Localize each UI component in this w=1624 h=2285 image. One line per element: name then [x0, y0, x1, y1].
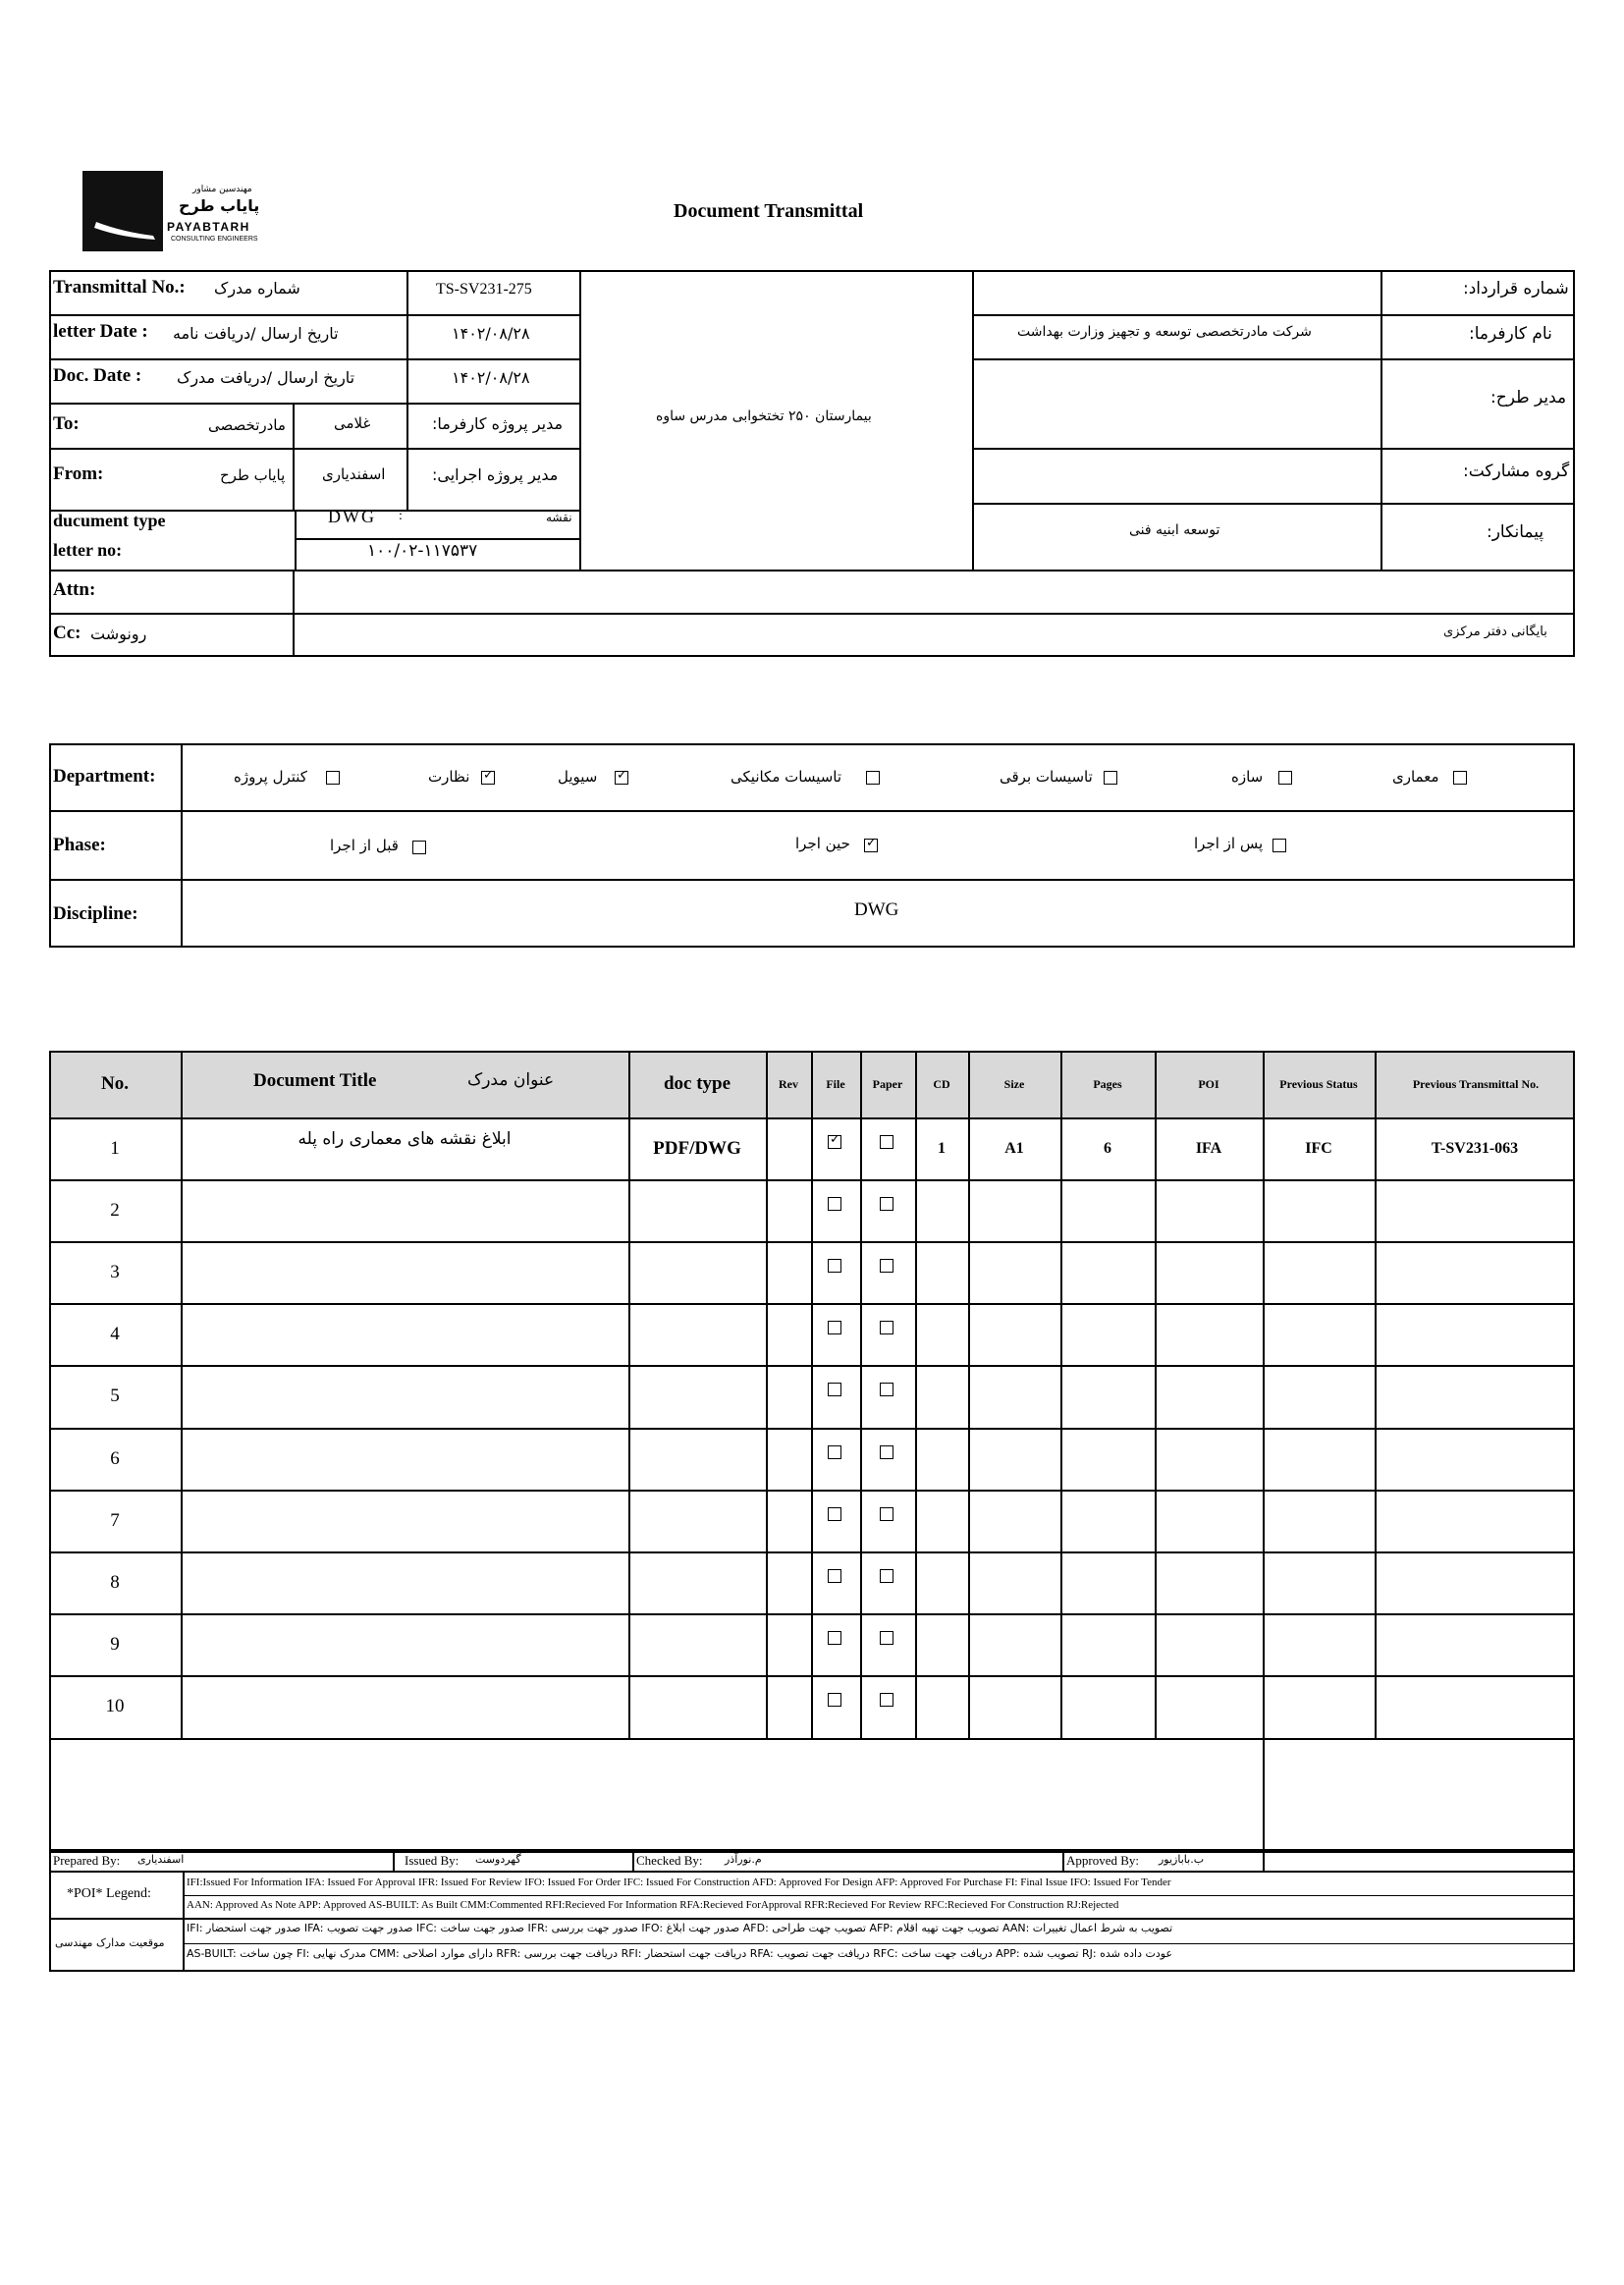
legend-fa-line-1: IFI: صدور جهت استحضار IFA: صدور جهت تصویب IFC: صدور جهت ساخت IFR: صدور جهت بررسی IFO: صدور جهت ابلاغ AFD: تصویب جهت طراحی AFP: تصویب جهت تهیه اقلام AAN: تصویب به شرط اعمال تغییرات [187, 1922, 1173, 1934]
cell-rev [766, 1675, 811, 1737]
cc-value: بایگانی دفتر مرکزی [1443, 625, 1547, 639]
cell-poi [1155, 1303, 1263, 1365]
cell-doc-type: PDF/DWG [653, 1137, 741, 1159]
from-value: پایاب طرح [220, 466, 286, 484]
cell-poi [1155, 1179, 1263, 1241]
cell-prev-trans [1375, 1613, 1575, 1675]
legend-fa-label: موقعیت مدارک مهندسی [55, 1936, 165, 1949]
discipline-value: DWG [854, 899, 899, 920]
phase-checkbox-before[interactable] [412, 841, 426, 854]
file-checkbox[interactable] [828, 1259, 841, 1273]
cell-size [968, 1241, 1060, 1303]
paper-checkbox[interactable] [880, 1197, 893, 1211]
prepared-by-label: Prepared By: [53, 1853, 121, 1868]
col-header-prev-status: Previous Status [1279, 1076, 1358, 1091]
cell-prev-status [1263, 1490, 1375, 1551]
design-manager-label: مدیر طرح: [1490, 388, 1567, 408]
cell-rev [766, 1490, 811, 1551]
cell-prev-status [1263, 1241, 1375, 1303]
to-label: To: [53, 413, 80, 434]
dept-checkbox-mechanical[interactable] [866, 771, 880, 785]
file-checkbox[interactable] [828, 1507, 841, 1521]
cell-size: A1 [1004, 1139, 1024, 1157]
col-header-no: No. [101, 1073, 129, 1094]
cc-label: Cc: [53, 623, 81, 643]
logo-mark-icon [82, 171, 163, 251]
letter-date-value: ۱۴۰۲/۰۸/۲۸ [452, 324, 530, 343]
cell-prev-trans [1375, 1241, 1575, 1303]
cell-title: ابلاغ نقشه های معماری راه پله [298, 1129, 512, 1149]
col-header-size: Size [1003, 1076, 1025, 1091]
cell-poi [1155, 1551, 1263, 1613]
phase-checkbox-during[interactable] [864, 839, 878, 852]
dept-checkbox-structure[interactable] [1278, 771, 1292, 785]
cell-no: 1 [110, 1137, 120, 1159]
cell-prev-status: IFC [1305, 1139, 1332, 1157]
paper-checkbox[interactable] [880, 1693, 893, 1707]
cell-size [968, 1551, 1060, 1613]
dept-option-label: سازه [1231, 768, 1264, 786]
file-checkbox[interactable] [828, 1569, 841, 1583]
cell-title [181, 1303, 628, 1365]
col-header-file: File [826, 1076, 845, 1091]
cell-pages: 6 [1104, 1139, 1111, 1157]
cell-cd [915, 1241, 968, 1303]
col-header-doc-type: doc type [663, 1073, 731, 1094]
cell-prev-status [1263, 1428, 1375, 1490]
cell-rev [766, 1428, 811, 1490]
cell-pages [1060, 1365, 1155, 1427]
cell-pages [1060, 1303, 1155, 1365]
cell-title [181, 1365, 628, 1427]
attn-label: Attn: [53, 579, 96, 600]
dept-checkbox-supervision[interactable] [481, 771, 495, 785]
cell-doc-type [628, 1179, 766, 1241]
cell-cd [915, 1428, 968, 1490]
letter-no-label: letter no: [53, 540, 123, 560]
paper-checkbox[interactable] [880, 1383, 893, 1396]
dept-option-label: تاسیسات برقی [1000, 768, 1093, 786]
phase-option-label: قبل از اجرا [330, 837, 399, 854]
cell-no: 9 [110, 1633, 120, 1655]
cell-prev-trans: T-SV231-063 [1431, 1139, 1519, 1157]
cell-rev [766, 1551, 811, 1613]
paper-checkbox[interactable] [880, 1445, 893, 1459]
cell-size [968, 1613, 1060, 1675]
cell-poi [1155, 1490, 1263, 1551]
paper-checkbox[interactable] [880, 1569, 893, 1583]
checked-by-label: Checked By: [636, 1853, 703, 1868]
cell-rev [766, 1303, 811, 1365]
file-checkbox[interactable] [828, 1631, 841, 1645]
paper-checkbox[interactable] [880, 1507, 893, 1521]
cell-title [181, 1428, 628, 1490]
cell-rev [766, 1613, 811, 1675]
dept-option-label: سیویل [558, 768, 598, 786]
file-checkbox[interactable] [828, 1321, 841, 1334]
from-role: مدیر پروژه اجرایی: [432, 465, 559, 484]
cell-cd [915, 1179, 968, 1241]
paper-checkbox[interactable] [880, 1321, 893, 1334]
partnership-label: گروه مشارکت: [1463, 462, 1570, 481]
letter-date-label-fa: تاریخ ارسال /دریافت نامه [173, 324, 339, 343]
cell-poi [1155, 1428, 1263, 1490]
dept-option-label: تاسیسات مکانیکی [731, 768, 842, 786]
to-role: مدیر پروژه کارفرما: [432, 414, 564, 433]
dept-checkbox-electrical[interactable] [1104, 771, 1117, 785]
cell-rev [766, 1117, 811, 1179]
dept-checkbox-architecture[interactable] [1453, 771, 1467, 785]
logo-company-fa: پایاب طرح [179, 196, 260, 215]
cell-prev-status [1263, 1365, 1375, 1427]
paper-checkbox[interactable] [880, 1259, 893, 1273]
cell-pages [1060, 1179, 1155, 1241]
cell-rev [766, 1241, 811, 1303]
to-person: غلامی [334, 414, 371, 432]
dept-option-label: کنترل پروژه [234, 768, 307, 786]
issued-by-value: گهردوست [475, 1853, 521, 1866]
cell-no: 5 [110, 1385, 120, 1406]
project-name: بیمارستان ۲۵۰ تختخوابی مدرس ساوه [656, 408, 872, 424]
contractor-label: پیمانکار: [1487, 522, 1544, 542]
cell-prev-status [1263, 1551, 1375, 1613]
doc-type-label: ducument type [53, 511, 166, 530]
cell-cd [915, 1365, 968, 1427]
cell-size [968, 1428, 1060, 1490]
logo-tagline: CONSULTING ENGINEERS [171, 236, 258, 243]
cell-no: 10 [105, 1695, 125, 1716]
cell-prev-trans [1375, 1428, 1575, 1490]
doc-type-fa: نقشه [546, 511, 572, 524]
phase-label: Phase: [53, 835, 106, 855]
cell-title [181, 1179, 628, 1241]
cell-no: 7 [110, 1509, 120, 1531]
cell-doc-type [628, 1551, 766, 1613]
issued-by-label: Issued By: [405, 1853, 460, 1868]
cell-no: 6 [110, 1447, 120, 1469]
discipline-label: Discipline: [53, 903, 138, 924]
prepared-by-value: اسفندیاری [137, 1853, 185, 1866]
cell-rev [766, 1365, 811, 1427]
cell-cd [915, 1675, 968, 1737]
cell-size [968, 1675, 1060, 1737]
cell-cd [915, 1613, 968, 1675]
col-header-poi: POI [1198, 1076, 1219, 1091]
cell-title [181, 1551, 628, 1613]
cell-pages [1060, 1613, 1155, 1675]
page-title: Document Transmittal [674, 200, 864, 222]
cell-prev-status [1263, 1675, 1375, 1737]
doc-date-value: ۱۴۰۲/۰۸/۲۸ [452, 368, 530, 387]
cell-cd: 1 [938, 1139, 946, 1157]
cell-doc-type [628, 1428, 766, 1490]
doc-date-label-fa: تاریخ ارسال /دریافت مدرک [177, 368, 355, 387]
doc-type-value: DWG [328, 507, 376, 526]
paper-checkbox[interactable] [880, 1631, 893, 1645]
dept-checkbox-civil[interactable] [615, 771, 628, 785]
phase-option-label: پس از اجرا [1194, 835, 1264, 852]
dept-option-label: معماری [1392, 768, 1439, 786]
cell-prev-status [1263, 1303, 1375, 1365]
cc-label-fa: رونوشت [90, 625, 147, 643]
col-header-prev-trans: Previous Transmittal No. [1412, 1076, 1540, 1091]
cell-poi: IFA [1195, 1139, 1222, 1157]
cell-no: 3 [110, 1261, 120, 1282]
client-value: شرکت مادرتخصصی توسعه و تجهیز وزارت بهداشت [1017, 324, 1312, 340]
cell-pages [1060, 1428, 1155, 1490]
cell-poi [1155, 1241, 1263, 1303]
transmittal-no-label: Transmittal No.: [53, 277, 186, 298]
file-checkbox[interactable] [828, 1135, 841, 1149]
client-label: نام کارفرما: [1469, 324, 1552, 344]
approved-by-value: ب.بابازیور [1159, 1853, 1205, 1866]
cell-poi [1155, 1613, 1263, 1675]
file-checkbox[interactable] [828, 1445, 841, 1459]
cell-title [181, 1490, 628, 1551]
company-logo [82, 171, 279, 255]
cell-pages [1060, 1241, 1155, 1303]
legend-fa-line-2: AS-BUILT: چون ساخت FI: مدرک نهایی CMM: دارای موارد اصلاحی RFR: دریافت جهت بررسی RFI: دریافت جهت استحضار RFA: دریافت جهت تصویب RFC: دریافت جهت ساخت APP: تصویب شده RJ: عودت داده شده [187, 1947, 1173, 1960]
phase-option-label: حین اجرا [795, 835, 850, 852]
cell-doc-type [628, 1241, 766, 1303]
col-header-cd: CD [933, 1076, 950, 1091]
cell-title [181, 1241, 628, 1303]
cell-title [181, 1613, 628, 1675]
phase-checkbox-after[interactable] [1272, 839, 1286, 852]
cell-cd [915, 1490, 968, 1551]
col-header-paper: Paper [872, 1076, 903, 1091]
logo-company-en: PAYABTARH [167, 220, 250, 234]
transmittal-no-label-fa: شماره مدرک [214, 279, 300, 298]
poi-legend-label: *POI* Legend: [67, 1886, 151, 1901]
col-header-rev: Rev [779, 1076, 798, 1091]
logo-company-fa-small: مهندسین مشاور [192, 185, 252, 194]
department-label: Department: [53, 766, 156, 787]
legend-line-1: IFI:Issued For Information IFA: Issued For Approval IFR: Issued For Review IFO: Issued For Order IFC: Issued For Construction AFD: Approved For Design AFP: Approved For Purchase FI: Final Issue IFO: Issued For Tender [187, 1877, 1171, 1888]
cell-title [181, 1675, 628, 1737]
cell-poi [1155, 1365, 1263, 1427]
to-value: مادرتخصصی [208, 416, 286, 434]
dept-option-label: نظارت [428, 768, 470, 786]
cell-pages [1060, 1551, 1155, 1613]
from-person: اسفندیاری [322, 465, 386, 483]
cell-no: 8 [110, 1571, 120, 1593]
cell-poi [1155, 1675, 1263, 1737]
paper-checkbox[interactable] [880, 1135, 893, 1149]
cell-prev-trans [1375, 1490, 1575, 1551]
checked-by-value: م.نورآذر [725, 1853, 762, 1866]
cell-doc-type [628, 1675, 766, 1737]
cell-doc-type [628, 1490, 766, 1551]
letter-date-label: letter Date : [53, 321, 148, 342]
contract-no-label: شماره قرارداد: [1463, 279, 1569, 299]
cell-size [968, 1365, 1060, 1427]
from-label: From: [53, 463, 104, 484]
letter-no-value: ۱۰۰/۰۲-۱۱۷۵۳۷ [367, 541, 478, 561]
col-header-pages: Pages [1093, 1076, 1122, 1091]
cell-pages [1060, 1490, 1155, 1551]
cell-size [968, 1490, 1060, 1551]
cell-rev [766, 1179, 811, 1241]
cell-size [968, 1179, 1060, 1241]
cell-prev-trans [1375, 1551, 1575, 1613]
cell-prev-trans [1375, 1303, 1575, 1365]
file-checkbox[interactable] [828, 1693, 841, 1707]
cell-prev-status [1263, 1613, 1375, 1675]
col-header-title-fa: عنوان مدرک [467, 1070, 555, 1090]
legend-line-2: AAN: Approved As Note APP: Approved AS-BUILT: As Built CMM:Commented RFI:Recieved For Information RFA:Recieved ForApproval RFR:Recieved For Review RFC:Recieved For Construction RJ:Rejected [187, 1899, 1119, 1911]
col-header-title-en: Document Title [253, 1070, 377, 1091]
contractor-value: توسعه ابنیه فنی [1129, 522, 1220, 538]
cell-no: 2 [110, 1199, 120, 1221]
transmittal-no-value: TS-SV231-275 [436, 281, 532, 298]
cell-prev-trans [1375, 1179, 1575, 1241]
file-checkbox[interactable] [828, 1197, 841, 1211]
approved-by-label: Approved By: [1066, 1853, 1140, 1868]
cell-doc-type [628, 1613, 766, 1675]
cell-doc-type [628, 1365, 766, 1427]
cell-prev-status [1263, 1179, 1375, 1241]
cell-no: 4 [110, 1323, 120, 1344]
cell-cd [915, 1303, 968, 1365]
file-checkbox[interactable] [828, 1383, 841, 1396]
dept-checkbox-project-control[interactable] [326, 771, 340, 785]
cell-prev-trans [1375, 1675, 1575, 1737]
cell-prev-trans [1375, 1365, 1575, 1427]
cell-pages [1060, 1675, 1155, 1737]
doc-type-colon: : [399, 509, 403, 523]
cell-size [968, 1303, 1060, 1365]
cell-cd [915, 1551, 968, 1613]
cell-doc-type [628, 1303, 766, 1365]
doc-date-label: Doc. Date : [53, 365, 142, 386]
